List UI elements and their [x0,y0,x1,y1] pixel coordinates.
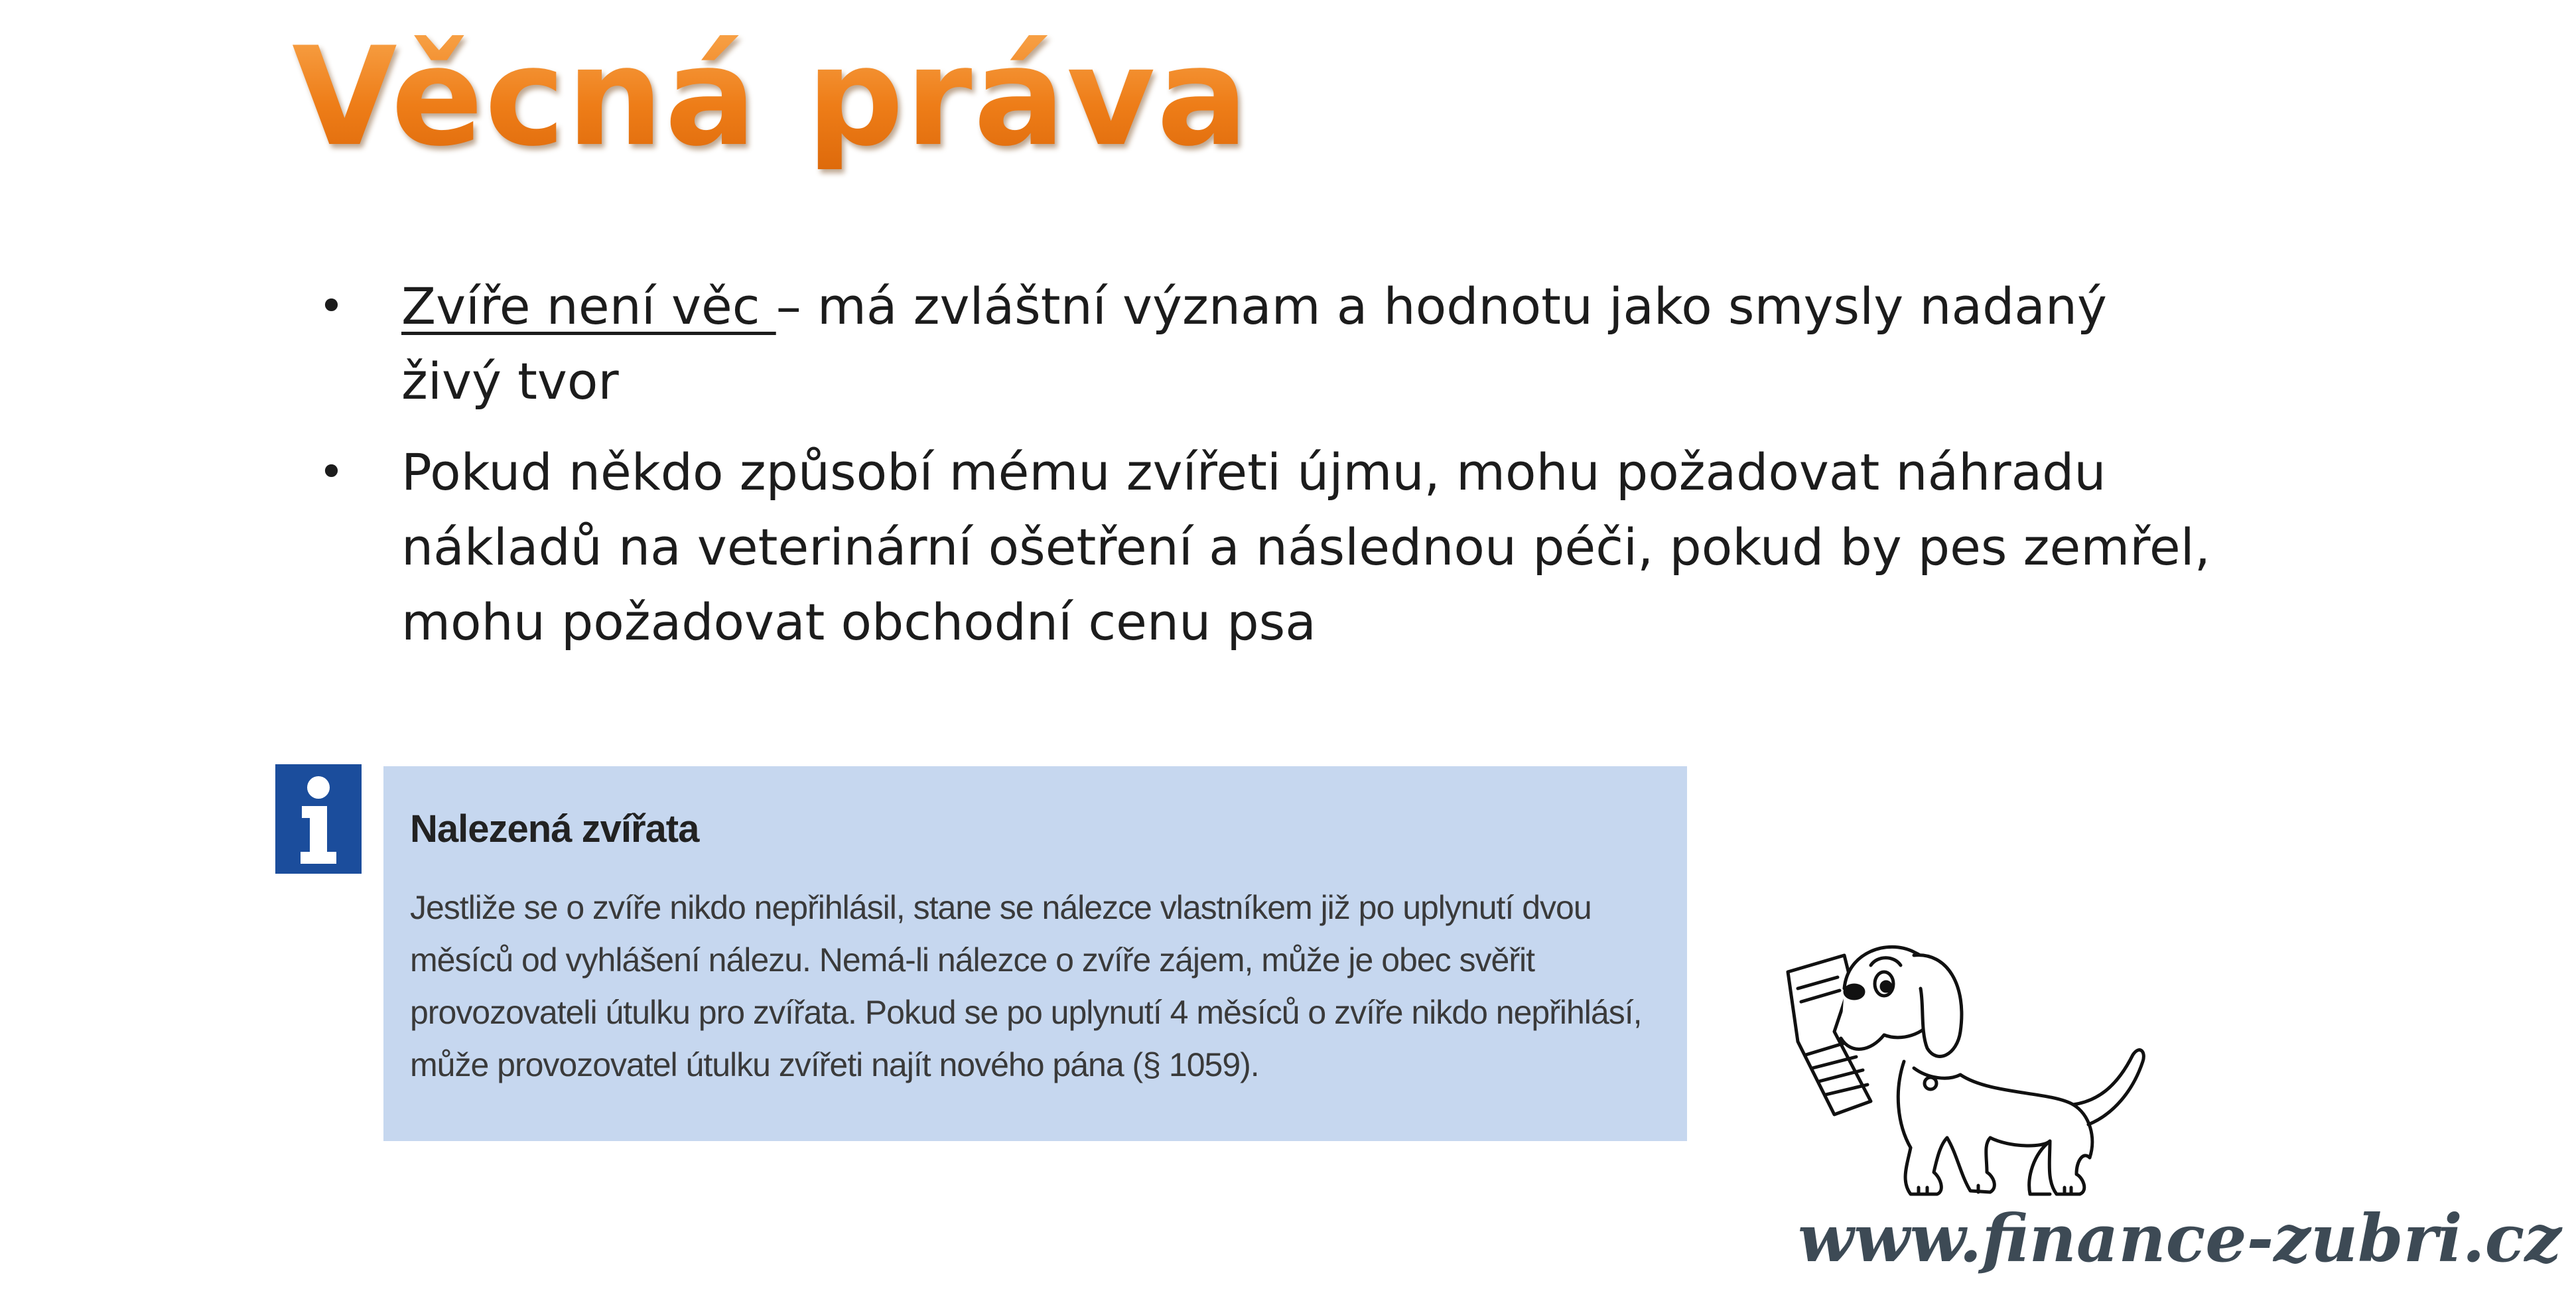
dog-with-newspaper-illustration [1771,925,2149,1221]
info-box-title: Nalezená zvířata [410,807,699,850]
info-icon [275,764,362,874]
info-box-text: Jestliže se o zvíře nikdo nepřihlásil, stane se nálezce vlastníkem již po uplynutí dvou měsíců od vyhlášení nálezu. Nemá-li nálezce o zvíře zájem, může je obec svěřit provozovateli útulku pro zvířata. Pokud se po uplynutí 4 měsíců o zvíře nikdo nepřihlásí, může provozovatel útulku zvířeti najít nového pána (§ 1059). [410,889,1642,1083]
bullet-item-1 [305,269,2216,419]
bullet-item-2 [305,435,2216,659]
bullet-underlined-text: Zvíře není věc [401,277,776,336]
bullet-icon: • [318,446,344,498]
bullet-icon: • [318,281,344,332]
bullet-text: Pokud někdo způsobí mému zvířeti újmu, mohu požadovat náhradu nákladů na veterinární ošetření a následnou péči, pokud by pes zemřel, mohu požadovat obchodní cenu psa [401,442,2210,651]
bullet-list [305,269,2216,675]
info-glyph-icon [275,764,362,874]
slide-title: Věcná práva [292,19,1250,176]
bullet-text: – má zvláštní význam a hodnotu jako smysly nadaný živý tvor [401,277,2108,411]
watermark: www.finance-zubri.cz [1797,1201,2561,1277]
info-box [383,766,1687,1141]
